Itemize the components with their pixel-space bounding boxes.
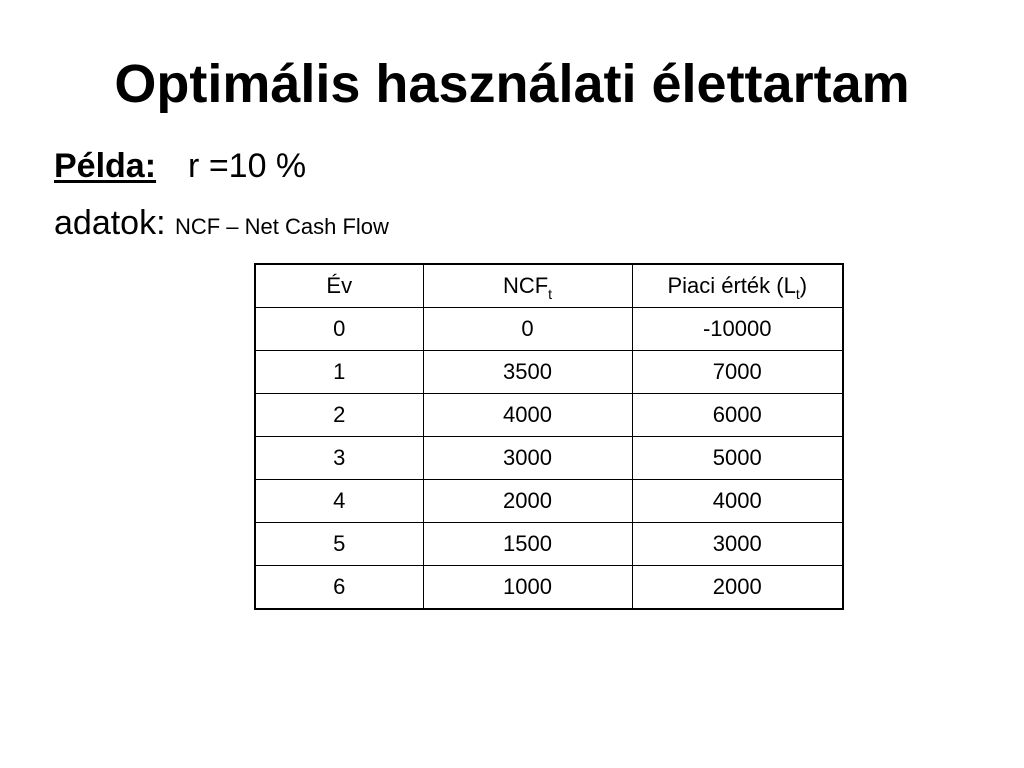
header-year: Év <box>255 264 423 308</box>
cell-ncf: 3500 <box>423 351 632 394</box>
cell-market-value: -10000 <box>632 308 843 351</box>
cell-ncf: 0 <box>423 308 632 351</box>
cell-year: 0 <box>255 308 423 351</box>
table-row <box>255 308 843 351</box>
cell-market-value: 2000 <box>632 566 843 610</box>
example-rate: r =10 % <box>188 147 307 185</box>
header-ncf-main: NCF <box>502 273 549 298</box>
cell-market-value: 6000 <box>632 394 843 437</box>
cell-market-value: 5000 <box>632 437 843 480</box>
header-market-close: ) <box>799 273 808 298</box>
cell-market-value: 7000 <box>632 351 843 394</box>
table-row <box>255 566 843 610</box>
data-line <box>54 199 389 251</box>
cell-year: 4 <box>255 480 423 523</box>
cell-market-value: 4000 <box>632 480 843 523</box>
table-row <box>255 480 843 523</box>
cell-year: 5 <box>255 523 423 566</box>
cell-market-value: 3000 <box>632 523 843 566</box>
cell-year: 1 <box>255 351 423 394</box>
cash-flow-table <box>254 263 844 610</box>
header-market-subscript: t <box>795 286 800 302</box>
example-line <box>54 142 306 190</box>
header-ncf <box>423 264 632 308</box>
cell-ncf: 1000 <box>423 566 632 610</box>
table-header-row <box>255 264 843 308</box>
cell-year: 6 <box>255 566 423 610</box>
cell-ncf: 3000 <box>423 437 632 480</box>
header-market-main: Piaci érték (L <box>667 273 796 298</box>
table-row <box>255 523 843 566</box>
cell-ncf: 4000 <box>423 394 632 437</box>
cell-year: 3 <box>255 437 423 480</box>
data-label: adatok: <box>54 204 166 242</box>
cell-ncf: 2000 <box>423 480 632 523</box>
header-ncf-subscript: t <box>548 286 553 302</box>
table-row <box>255 351 843 394</box>
header-market-value <box>632 264 843 308</box>
table-row <box>255 437 843 480</box>
cell-year: 2 <box>255 394 423 437</box>
example-label: Példa: <box>54 147 157 185</box>
data-note: NCF – Net Cash Flow <box>174 214 389 239</box>
cell-ncf: 1500 <box>423 523 632 566</box>
slide-title: Optimális használati élettartam <box>114 54 910 114</box>
table-row <box>255 394 843 437</box>
